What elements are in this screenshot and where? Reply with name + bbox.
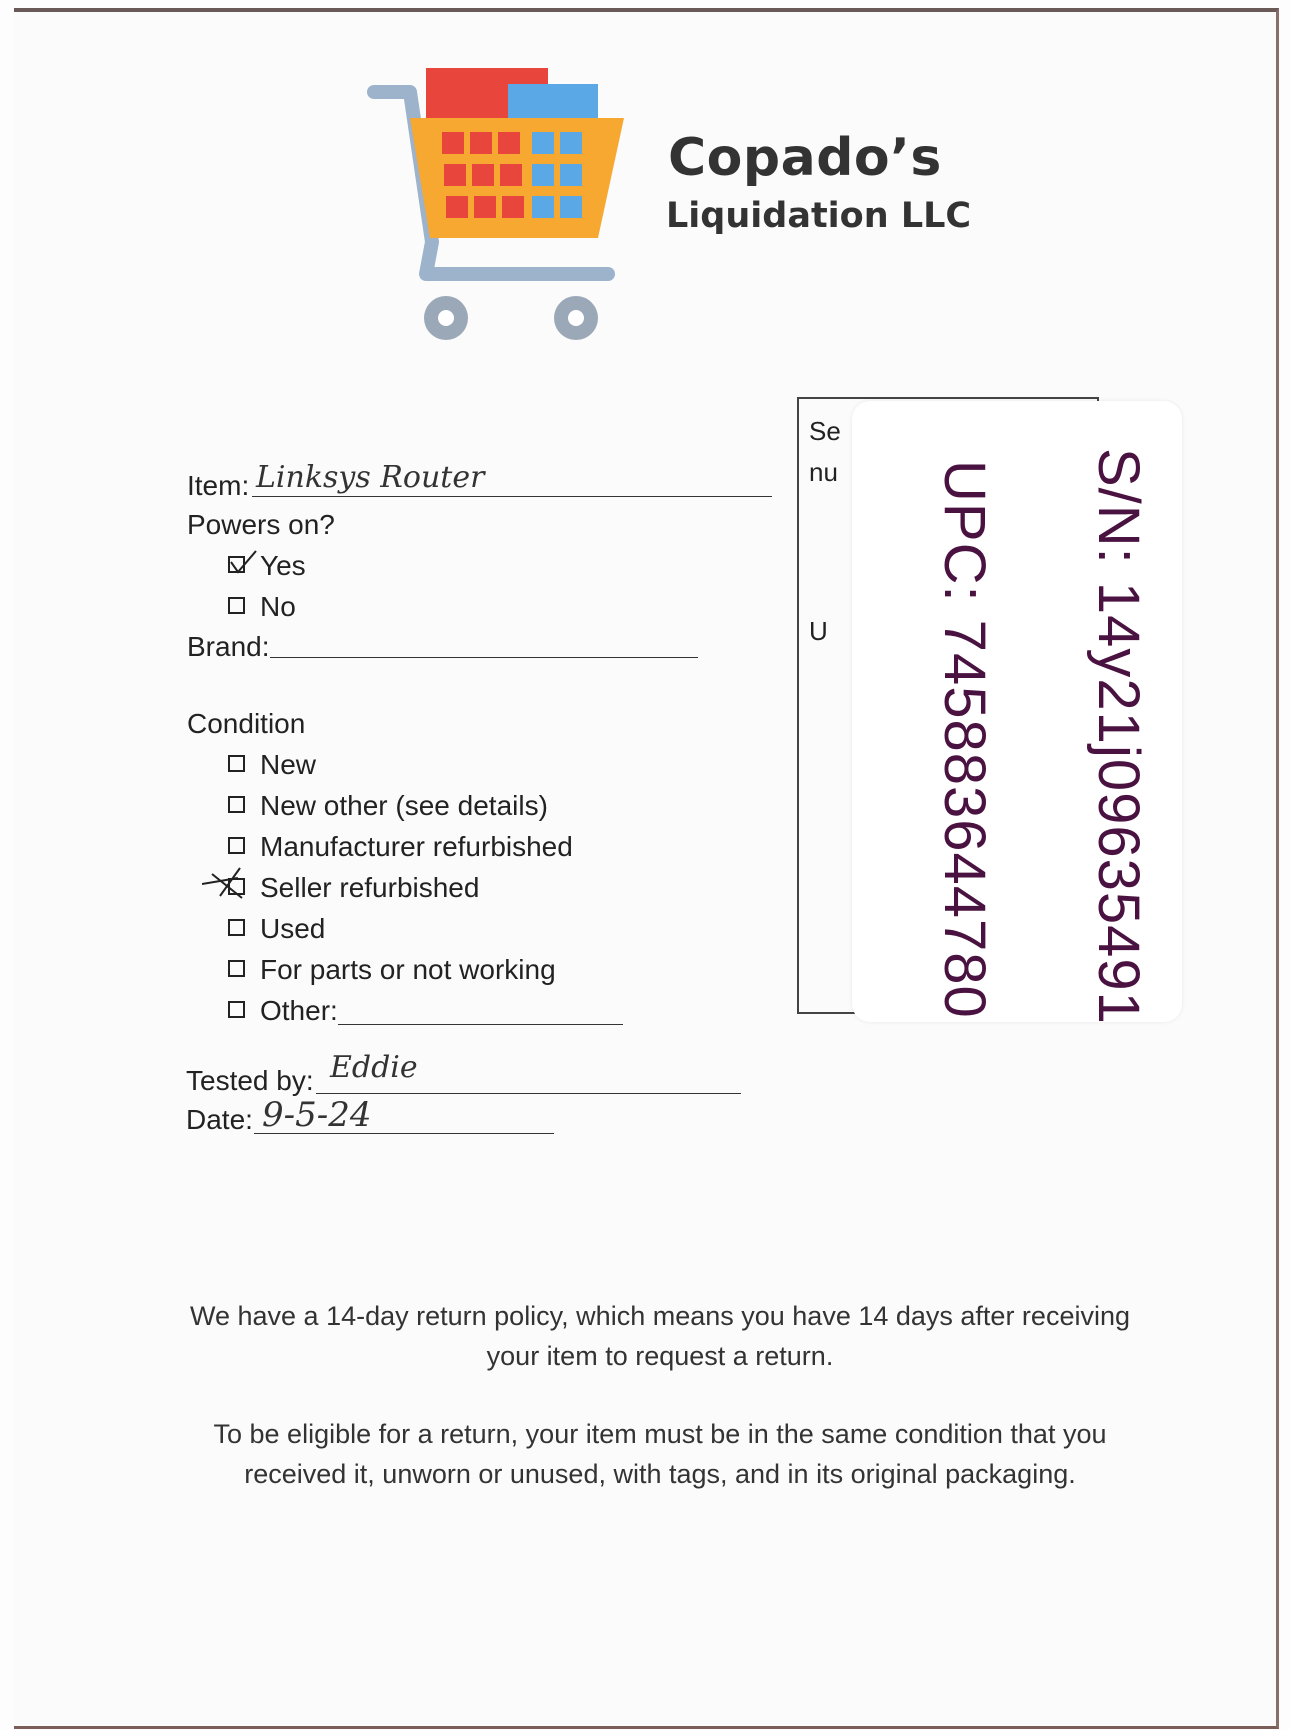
yes-label: Yes xyxy=(260,550,306,581)
serial-box-label-2: nu xyxy=(809,457,838,487)
no-label: No xyxy=(260,591,296,622)
date-label: Date: xyxy=(186,1104,253,1135)
tested-by-label: Tested by: xyxy=(186,1065,314,1096)
company-subtitle: Liquidation LLC xyxy=(666,196,972,236)
manufacturer-refurbished-label: Manufacturer refurbished xyxy=(260,831,573,862)
for-parts-checkbox[interactable] xyxy=(228,960,245,977)
tested-by-value: Eddie xyxy=(330,1050,418,1085)
seller-refurbished-label: Seller refurbished xyxy=(260,872,480,903)
serial-number-text: S/N: 14y21j09635491 xyxy=(1086,448,1151,1025)
other-underline[interactable] xyxy=(338,1024,623,1025)
no-checkbox[interactable] xyxy=(228,597,245,614)
new-label: New xyxy=(260,749,317,780)
upc-text: UPC: 745883644780 xyxy=(932,460,997,1019)
new-other-checkbox[interactable] xyxy=(228,796,245,813)
date-value: 9-5-24 xyxy=(262,1095,372,1135)
date-underline xyxy=(254,1133,554,1134)
used-checkbox[interactable] xyxy=(228,919,245,936)
brand-underline[interactable] xyxy=(270,657,698,658)
new-checkbox[interactable] xyxy=(228,755,245,772)
item-underline xyxy=(252,496,772,497)
tested-by-underline xyxy=(316,1093,741,1094)
used-label: Used xyxy=(260,913,326,944)
new-other-label: New other (see details) xyxy=(260,790,548,821)
return-policy-paragraph-2: To be eligible for a return, your item must be in the same condition that you received it, unworn or unused, with tags, and in its original packaging. xyxy=(213,1419,1107,1489)
item-label: Item: xyxy=(187,470,250,501)
other-checkbox[interactable] xyxy=(228,1001,245,1018)
x-mark-icon xyxy=(202,864,258,904)
brand-label: Brand: xyxy=(187,631,270,662)
shopping-cart-icon xyxy=(362,60,632,350)
other-label: Other: xyxy=(260,995,338,1026)
check-mark-icon xyxy=(228,548,260,578)
serial-box-label-3: U xyxy=(809,616,828,646)
condition-label: Condition xyxy=(187,708,306,739)
return-policy-paragraph-1: We have a 14-day return policy, which means you have 14 days after receiving your item to request a return. xyxy=(189,1301,1130,1371)
serial-box-label-1: Se xyxy=(809,416,841,446)
for-parts-label: For parts or not working xyxy=(260,954,556,985)
item-value: Linksys Router xyxy=(256,460,485,495)
company-name: Copado’s xyxy=(668,128,942,188)
powers-on-label: Powers on? xyxy=(187,509,335,540)
manufacturer-refurbished-checkbox[interactable] xyxy=(228,837,245,854)
